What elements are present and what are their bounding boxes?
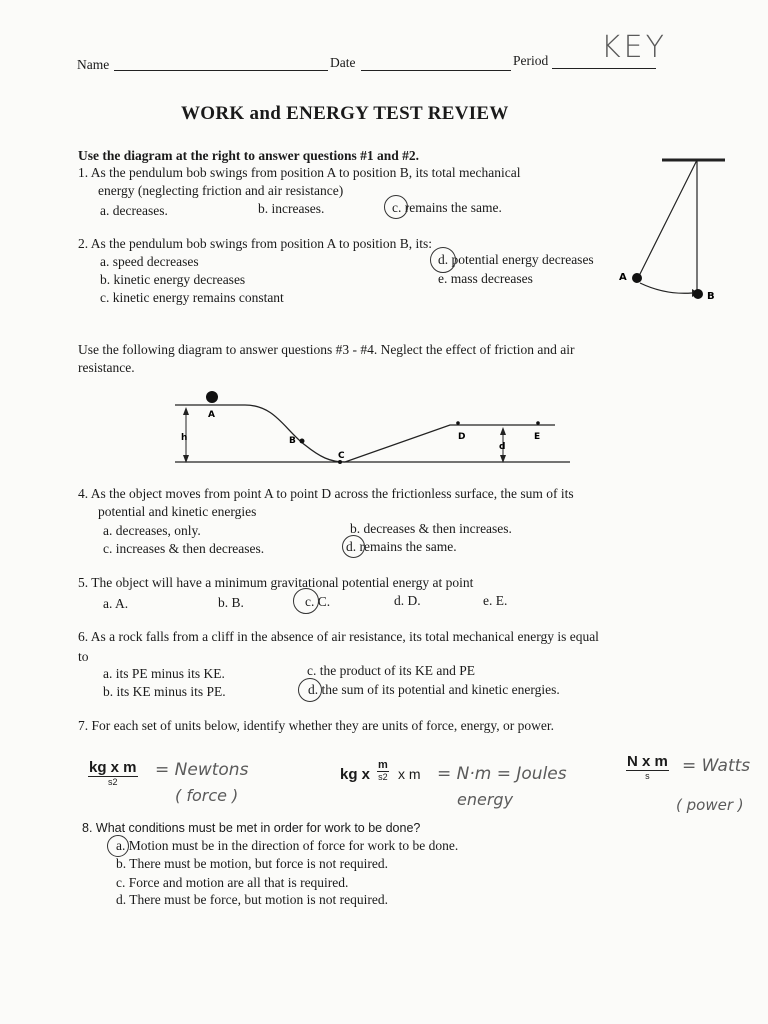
q6-stem-cont: to xyxy=(78,649,89,664)
name-label: Name xyxy=(77,57,110,72)
q2-choice-b[interactable]: b. kinetic energy decreases xyxy=(100,272,246,287)
q2-choice-a[interactable]: a. speed decreases xyxy=(100,254,199,269)
unit2-prefix: kg x xyxy=(340,766,371,783)
q1-stem-cont: energy (neglecting friction and air resistance) xyxy=(98,183,344,198)
q6-choice-d[interactable]: d. the sum of its potential and kinetic energies. xyxy=(308,682,560,697)
q6-choice-c[interactable]: c. the product of its KE and PE xyxy=(307,663,475,678)
unit1-numerator: kg x m xyxy=(89,759,137,776)
q5-stem: 5. The object will have a minimum gravitational potential energy at point xyxy=(78,575,474,590)
q5-choice-d[interactable]: d. D. xyxy=(394,593,421,608)
pendulum-label-b: B xyxy=(707,291,715,302)
section2-instruction-cont: resistance. xyxy=(78,360,135,375)
q2-choice-c[interactable]: c. kinetic energy remains constant xyxy=(100,290,284,305)
track-label-b: B xyxy=(289,436,296,446)
track-diagram xyxy=(170,385,580,475)
q5-choice-c[interactable]: c. C. xyxy=(305,594,331,609)
q4-stem: 4. As the object moves from point A to point D across the frictionless surface, the sum of its xyxy=(78,486,574,501)
track-surface xyxy=(175,405,555,462)
unit1-denominator: s2 xyxy=(108,777,118,787)
q8-answer-circle xyxy=(107,835,129,857)
q8-choice-a[interactable]: a. Motion must be in the direction of force for work to be done. xyxy=(116,838,459,853)
q1-stem: 1. As the pendulum bob swings from position A to position B, its total mechanical xyxy=(78,165,521,180)
q6-choice-b[interactable]: b. its KE minus its PE. xyxy=(103,684,226,699)
q4-answer-circle xyxy=(342,535,365,558)
q1-answer-circle xyxy=(384,195,408,219)
unit3-answer: = Watts xyxy=(682,756,751,776)
swing-arc xyxy=(640,283,692,293)
unit2-type: energy xyxy=(457,790,514,809)
unit3-denominator: s xyxy=(645,771,650,781)
track-label-h: h xyxy=(181,433,188,443)
track-label-a: A xyxy=(208,410,215,420)
q4-choice-a[interactable]: a. decreases, only. xyxy=(103,523,201,538)
date-blank[interactable] xyxy=(361,70,511,71)
q4-stem-cont: potential and kinetic energies xyxy=(98,504,257,519)
point-d-marker xyxy=(456,421,460,425)
q4-choice-d[interactable]: d. remains the same. xyxy=(346,539,457,554)
period-label: Period xyxy=(513,53,549,68)
q5-choice-b[interactable]: b. B. xyxy=(218,595,244,610)
height-h-arrow-up xyxy=(183,407,189,415)
date-label: Date xyxy=(330,55,356,70)
q6-stem: 6. As a rock falls from a cliff in the absence of air resistance, its total mechanical energy is equal xyxy=(78,629,599,644)
unit1-type: ( force ) xyxy=(175,786,239,805)
unit2-fraction xyxy=(377,759,389,782)
q8-stem: 8. What conditions must be met in order for work to be done? xyxy=(82,821,421,835)
q2-choice-e[interactable]: e. mass decreases xyxy=(438,271,533,286)
section1-instruction: Use the diagram at the right to answer questions #1 and #2. xyxy=(78,148,420,163)
unit2-denominator: s2 xyxy=(378,772,388,782)
q6-choice-a[interactable]: a. its PE minus its KE. xyxy=(103,666,225,681)
unit1-fraction xyxy=(88,759,138,787)
unit2-numerator: m xyxy=(378,759,388,771)
q5-answer-circle xyxy=(293,588,319,614)
section2-instruction: Use the following diagram to answer questions #3 - #4. Neglect the effect of friction and air xyxy=(78,342,575,357)
q5-choice-e[interactable]: e. E. xyxy=(483,593,508,608)
pendulum-label-a: A xyxy=(619,272,627,283)
point-b-marker xyxy=(300,439,305,444)
period-blank[interactable] xyxy=(552,68,656,69)
q6-answer-circle xyxy=(298,678,322,702)
q4-choice-c[interactable]: c. increases & then decreases. xyxy=(103,541,265,556)
unit2-answer: = N·m = Joules xyxy=(437,764,567,784)
bob-position-a xyxy=(632,273,642,283)
q2-choice-d[interactable]: d. potential energy decreases xyxy=(438,252,594,267)
unit2-suffix: x m xyxy=(398,766,421,782)
height-d-arrow-up xyxy=(500,427,506,435)
pendulum-string-a xyxy=(638,160,697,278)
q8-choice-c[interactable]: c. Force and motion are all that is required. xyxy=(116,875,349,890)
unit3-type: ( power ) xyxy=(676,796,744,814)
point-e-marker xyxy=(536,421,540,425)
q1-choice-c[interactable]: c. remains the same. xyxy=(392,200,502,215)
track-label-e: E xyxy=(534,432,541,442)
pendulum-diagram xyxy=(610,150,730,310)
unit3-fraction xyxy=(626,753,669,781)
name-blank[interactable] xyxy=(114,70,328,71)
object-ball xyxy=(206,391,218,403)
q1-choice-a[interactable]: a. decreases. xyxy=(100,203,168,218)
q4-choice-b[interactable]: b. decreases & then increases. xyxy=(350,521,512,536)
page-title: WORK and ENERGY TEST REVIEW xyxy=(181,103,509,124)
unit3-numerator: N x m xyxy=(627,753,668,770)
q2-stem: 2. As the pendulum bob swings from position A to position B, its: xyxy=(78,236,433,251)
bob-position-b xyxy=(693,289,703,299)
q5-choice-a[interactable]: a. A. xyxy=(103,596,129,611)
key-annotation: KEY xyxy=(601,30,667,65)
q7-stem: 7. For each set of units below, identify whether they are units of force, energy, or power. xyxy=(78,718,554,733)
q1-choice-b[interactable]: b. increases. xyxy=(258,201,325,216)
q8-choice-d[interactable]: d. There must be force, but motion is not required. xyxy=(116,892,388,907)
track-label-d: D xyxy=(458,432,466,442)
track-label-d-height: d xyxy=(499,442,506,452)
track-label-c: C xyxy=(338,451,345,461)
q8-choice-b[interactable]: b. There must be motion, but force is not required. xyxy=(116,856,388,871)
unit1-answer: = Newtons xyxy=(155,760,249,780)
